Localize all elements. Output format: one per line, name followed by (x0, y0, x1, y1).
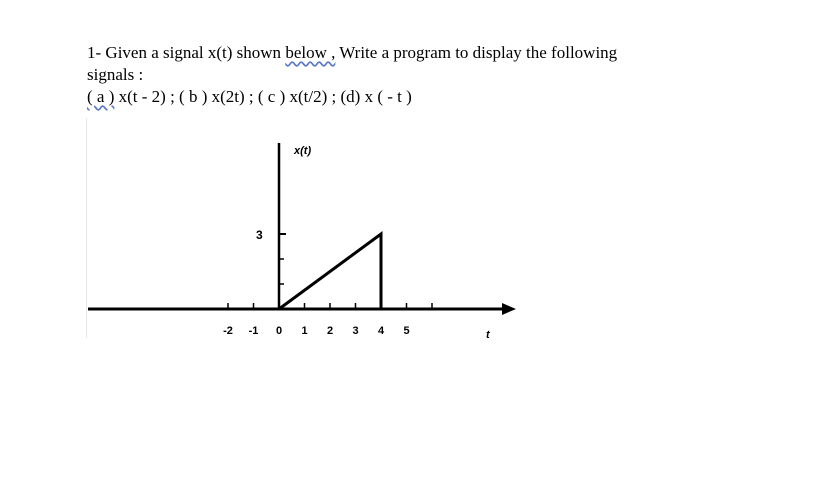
y-axis-label: x(t) (294, 145, 312, 157)
x-tick-label: 2 (326, 325, 334, 337)
x-tick-label: -1 (248, 325, 259, 337)
x-tick-label: 1 (301, 325, 308, 337)
x-tick-label: 5 (403, 325, 410, 337)
x-tick-label: 4 (377, 325, 385, 337)
spellcheck-underline: below , (285, 43, 336, 62)
question-line-1: 1- Given a signal x(t) shown below , Write a program to display the following (87, 43, 618, 62)
x-axis-label: t (486, 329, 490, 341)
x-tick-label: -2 (223, 325, 233, 337)
signal-trace (279, 234, 381, 309)
question-line-2: signals : (87, 65, 144, 84)
question-line-3: ( a ) x(t - 2) ; ( b ) x(2t) ; ( c ) x(t/2) ; (d) x ( - t ) (87, 87, 412, 106)
spellcheck-underline: ( a ) (87, 87, 115, 106)
x-axis-arrow-icon (502, 303, 516, 315)
x-tick-label: 3 (352, 325, 359, 337)
x-tick-label: 0 (275, 325, 283, 337)
y-tick-label: 3 (256, 228, 263, 242)
